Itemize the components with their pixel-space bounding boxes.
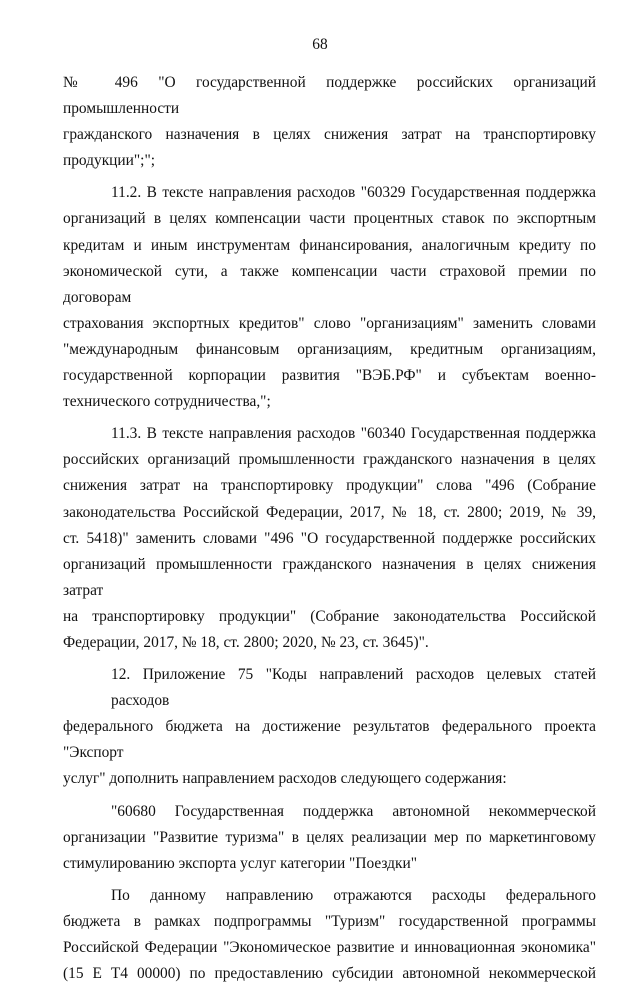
text-line: "60680 Государственная поддержка автономной некоммерческой [111, 802, 596, 820]
text-line: "международным финансовым организациям, кредитным организациям, [63, 340, 596, 358]
text-line: № 496 "О государственной поддержке российских организаций промышленности [63, 74, 596, 118]
text-line: По данному направлению отражаются расходы федерального [111, 886, 596, 904]
paragraph-11-3 [63, 421, 596, 656]
paragraph-11-2 [63, 180, 596, 415]
text-line: снижения затрат на транспортировку продукции" слова "496 (Собрание [63, 477, 596, 495]
text-line: экономической сути, а также компенсации части страховой премии по договорам [63, 262, 596, 306]
page-number: 68 [312, 36, 328, 53]
text-line: организации "Развитие туризма" в целях реализации мер по маркетинговому [63, 828, 596, 846]
text-line: 11.3. В тексте направления расходов "60340 Государственная поддержка [111, 425, 596, 443]
text-line: Российской Федерации "Экономическое развитие и инновационная экономика" [63, 939, 596, 956]
text-line: федерального бюджета на достижение результатов федерального проекта "Экспорт [63, 718, 596, 762]
text-line: на транспортировку продукции" (Собрание законодательства Российской [63, 607, 596, 625]
text-line: технического сотрудничества,"; [63, 393, 271, 411]
text-line: гражданского назначения в целях снижения затрат на транспортировку [63, 126, 596, 144]
text-line: стимулированию экспорта услуг категории "Поездки" [63, 854, 417, 872]
text-line: законодательства Российской Федерации, 2017, № 18, ст. 2800; 2019, № 39, [63, 503, 596, 521]
document-body [63, 70, 596, 993]
text-line: кредитам и иным инструментам финансирования, аналогичным кредиту по [63, 236, 596, 254]
text-line: продукции";"; [63, 152, 156, 170]
text-line: (15 Е Т4 00000) по предоставлению субсидии автономной некоммерческой [63, 965, 596, 983]
text-line: российских организаций промышленности гражданского назначения в целях [63, 451, 596, 469]
paragraph-12 [63, 662, 596, 792]
text-line: 11.2. В тексте направления расходов "60329 Государственная поддержка [111, 184, 596, 202]
text-line: услуг" дополнить направлением расходов следующего содержания: [63, 770, 507, 788]
text-line: организаций промышленности гражданского назначения в целях снижения затрат [63, 555, 596, 599]
text-line: ст. 5418)" заменить словами "496 "О государственной поддержке российских [63, 529, 596, 547]
paragraph-law-496-continuation [63, 70, 596, 174]
text-line: Федерации, 2017, № 18, ст. 2800; 2020, № 23, ст. 3645)". [63, 633, 429, 651]
paragraph-expenses-direction [63, 883, 596, 987]
paragraph-60680 [63, 799, 596, 877]
text-line: бюджета в рамках подпрограммы "Туризм" государственной программы [63, 912, 596, 930]
text-line: 12. Приложение 75 "Коды направлений расходов целевых статей расходов [111, 666, 596, 710]
text-line: организаций в целях компенсации части процентных ставок по экспортным [63, 210, 596, 228]
text-line: страхования экспортных кредитов" слово "организациям" заменить словами [63, 314, 596, 332]
text-line: государственной корпорации развития "ВЭБ.РФ" и субъектам военно- [63, 367, 596, 385]
